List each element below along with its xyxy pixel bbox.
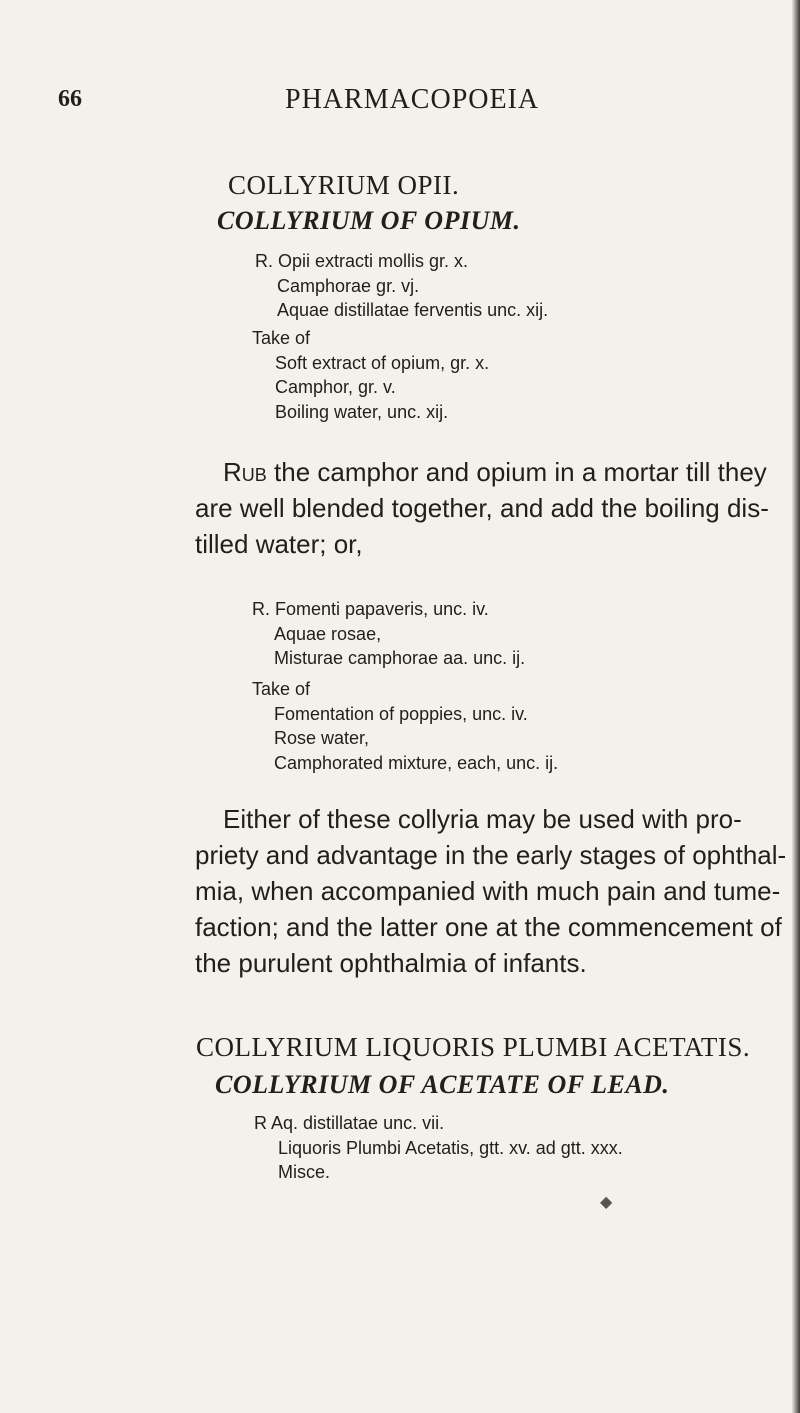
english-recipe-2 <box>252 677 558 775</box>
page-number: 66 <box>58 86 82 112</box>
running-head: PHARMACOPOEIA <box>285 84 540 115</box>
recipe-line: Liquoris Plumbi Acetatis, gtt. xv. ad gtt. xxx. <box>278 1137 623 1158</box>
instruction-text: the camphor and opium in a mortar till they <box>274 457 767 487</box>
paragraph-line-1: Either of these collyria may be used with pro- <box>223 804 742 834</box>
recipe-line: Misturae camphorae aa. unc. ij. <box>274 648 526 668</box>
section1-title: COLLYRIUM OPII. <box>228 170 460 200</box>
paragraph-line-2: priety and advantage in the early stages of ophthal- <box>195 840 787 870</box>
section1-subtitle: COLLYRIUM OF OPIUM. <box>217 206 521 235</box>
instruction-line-2: are well blended together, and add the boiling dis- <box>195 493 769 523</box>
recipe-line: Soft extract of opium, gr. x. <box>275 352 490 373</box>
english-recipe-1 <box>252 326 489 424</box>
instruction-line-1 <box>223 454 767 490</box>
latin-recipe-1 <box>255 249 548 323</box>
recipe-intro: Take of <box>252 679 311 699</box>
recipe-line: Camphorae gr. vj. <box>277 275 420 296</box>
stray-mark-icon: ◆ <box>600 1192 613 1211</box>
recipe-line: Camphor, gr. v. <box>275 377 396 397</box>
recipe-line: R. Fomenti papaveris, unc. iv. <box>252 599 489 619</box>
paragraph-line-3: mia, when accompanied with much pain and tume- <box>195 876 781 906</box>
recipe-line: Boiling water, unc. xij. <box>275 401 449 422</box>
recipe-line: Rose water, <box>274 728 370 748</box>
recipe-line: Fomentation of poppies, unc. iv. <box>274 703 528 724</box>
latin-recipe-2 <box>252 597 525 671</box>
instruction-line-3: tilled water; or, <box>195 529 363 559</box>
paragraph-line-4: faction; and the latter one at the commencement of <box>195 912 782 942</box>
recipe-line: Misce. <box>278 1162 331 1182</box>
recipe-line: Aquae rosae, <box>274 623 382 644</box>
page-edge-shadow <box>792 0 800 1413</box>
recipe-line: Camphorated mixture, each, unc. ij. <box>274 752 559 773</box>
recipe-line: R Aq. distillatae unc. vii. <box>254 1113 445 1133</box>
instruction-lead: Rub <box>223 457 267 487</box>
recipe-intro: Take of <box>252 328 311 348</box>
recipe-line: Aquae distillatae ferventis unc. xij. <box>277 300 549 320</box>
paragraph-line-5: the purulent ophthalmia of infants. <box>195 948 587 978</box>
section2-subtitle: COLLYRIUM OF ACETATE OF LEAD. <box>215 1070 670 1099</box>
recipe-line: R. Opii extracti mollis gr. x. <box>255 251 469 271</box>
latin-recipe-3 <box>254 1111 623 1185</box>
section2-title: COLLYRIUM LIQUORIS PLUMBI ACETATIS. <box>196 1032 751 1062</box>
